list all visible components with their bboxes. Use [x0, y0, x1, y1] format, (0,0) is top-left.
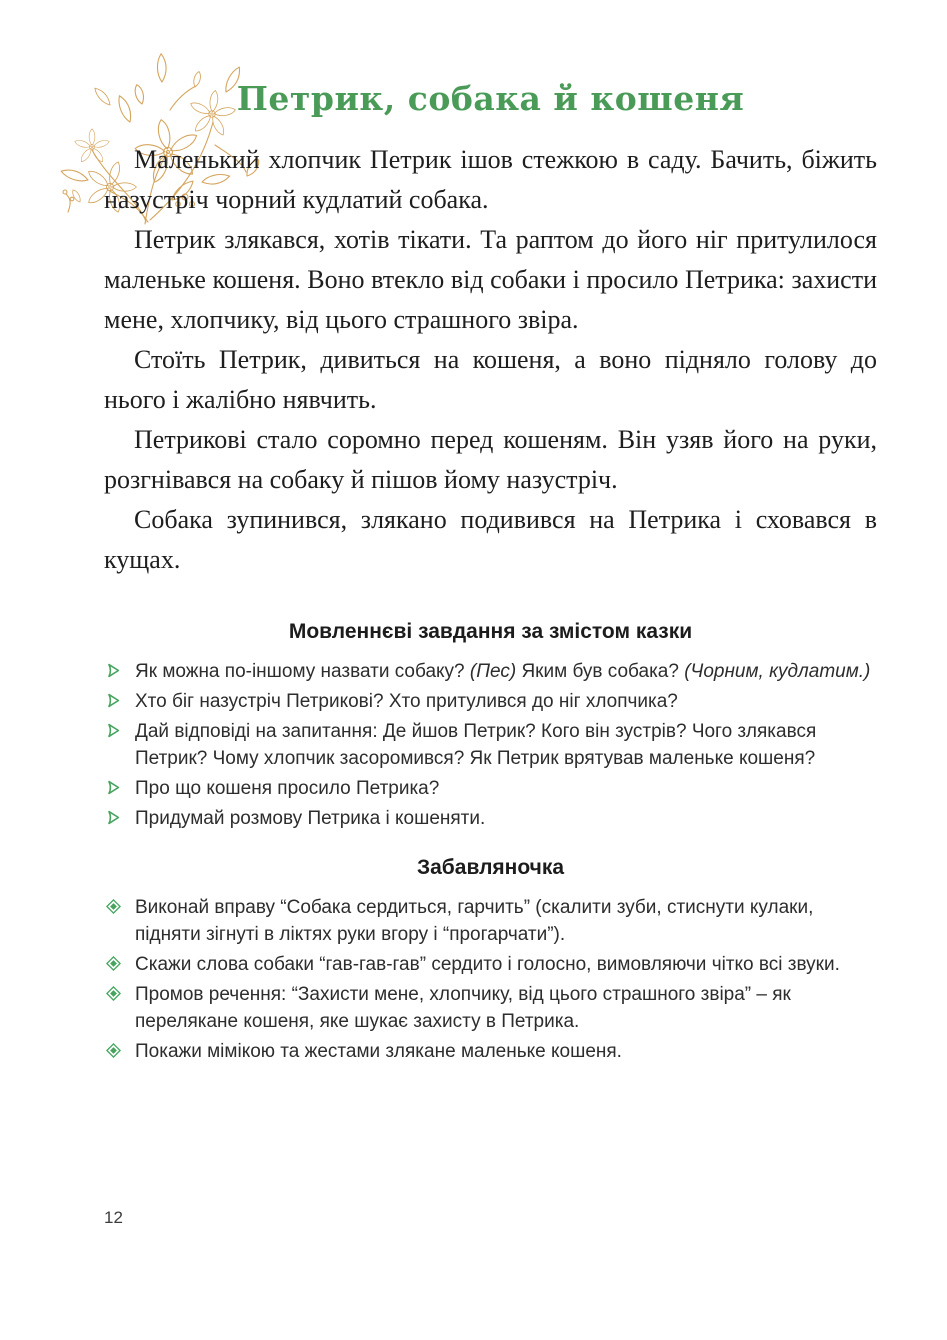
story-paragraph: Стоїть Петрик, дивиться на кошеня, а воно підняло голову до нього і жалібно нявчить. [104, 344, 877, 414]
list-item-text: Дай відповіді на запитання: Де йшов Петрик? Кого він зустрів? Чого злякався Петрик? Чому хлопчик засоромився? Як Петрик врятував маленьке кошеня? [135, 720, 817, 769]
page-number: 12 [104, 1208, 123, 1227]
list-item [104, 981, 877, 1035]
list-item [104, 951, 877, 978]
list-item-text: Про що кошеня просило Петрика? [135, 777, 440, 799]
list-item-text: Покажи мімікою та жестами злякане маленьке кошеня. [135, 1040, 622, 1062]
list-item [104, 658, 877, 685]
speech-tasks-heading: Мовленнєві завдання за змістом казки [288, 619, 693, 643]
list-item [104, 775, 877, 802]
fun-activity-heading: Забавляночка [416, 855, 565, 879]
fun-activity-list [104, 894, 877, 1065]
list-item [104, 718, 877, 772]
story-paragraph: Собака зупинився, злякано подивився на Петрика і сховався в кущах. [104, 504, 877, 574]
diamond-bullet-icon [106, 986, 122, 1001]
diamond-bullet-icon [106, 1043, 122, 1058]
diamond-bullet-icon [106, 899, 122, 914]
list-item [104, 688, 877, 715]
page-title: Петрик, собака й кошеня [236, 79, 745, 118]
list-item-text: Придумай розмову Петрика і кошеняти. [135, 807, 486, 829]
story-paragraph: Петрикові стало соромно перед кошеням. Він узяв його на руки, розгнівався на собаку й пішов йому назустріч. [104, 424, 877, 494]
list-item [104, 1038, 877, 1065]
list-item [104, 805, 877, 832]
story-paragraph: Петрик злякався, хотів тікати. Та раптом до його ніг притулилося маленьке кошеня. Воно втекло від собаки і просило Петрика: захисти мене, хлопчику, від цього страшного звіра. [104, 224, 877, 334]
arrowhead-bullet-icon [106, 723, 122, 738]
arrowhead-bullet-icon [106, 810, 122, 825]
list-item-text: Як можна по-іншому назвати собаку? (Пес) Яким був собака? (Чорним, кудлатим.) [135, 660, 871, 682]
list-item-text: Виконай вправу “Собака сердиться, гарчить” (скалити зуби, стиснути кулаки, підняти зігнуті в ліктях руки вгору і “прогарчати”). [135, 896, 814, 945]
speech-tasks-list [104, 658, 877, 832]
list-item [104, 894, 877, 948]
arrowhead-bullet-icon [106, 663, 122, 678]
story-paragraph: Маленький хлопчик Петрик ішов стежкою в саду. Бачить, біжить назустріч чорний кудлатий собака. [104, 144, 877, 214]
diamond-bullet-icon [106, 956, 122, 971]
list-item-text: Скажи слова собаки “гав-гав-гав” сердито і голосно, вимовляючи чітко всі звуки. [135, 953, 840, 975]
list-item-text: Хто біг назустріч Петрикові? Хто притулився до ніг хлопчика? [135, 690, 678, 712]
arrowhead-bullet-icon [106, 693, 122, 708]
story-text [104, 140, 877, 580]
list-item-text: Промов речення: “Захисти мене, хлопчику, від цього страшного звіра” – як перелякане кошеня, яке шукає захисту в Петрика. [135, 983, 791, 1032]
arrowhead-bullet-icon [106, 780, 122, 795]
